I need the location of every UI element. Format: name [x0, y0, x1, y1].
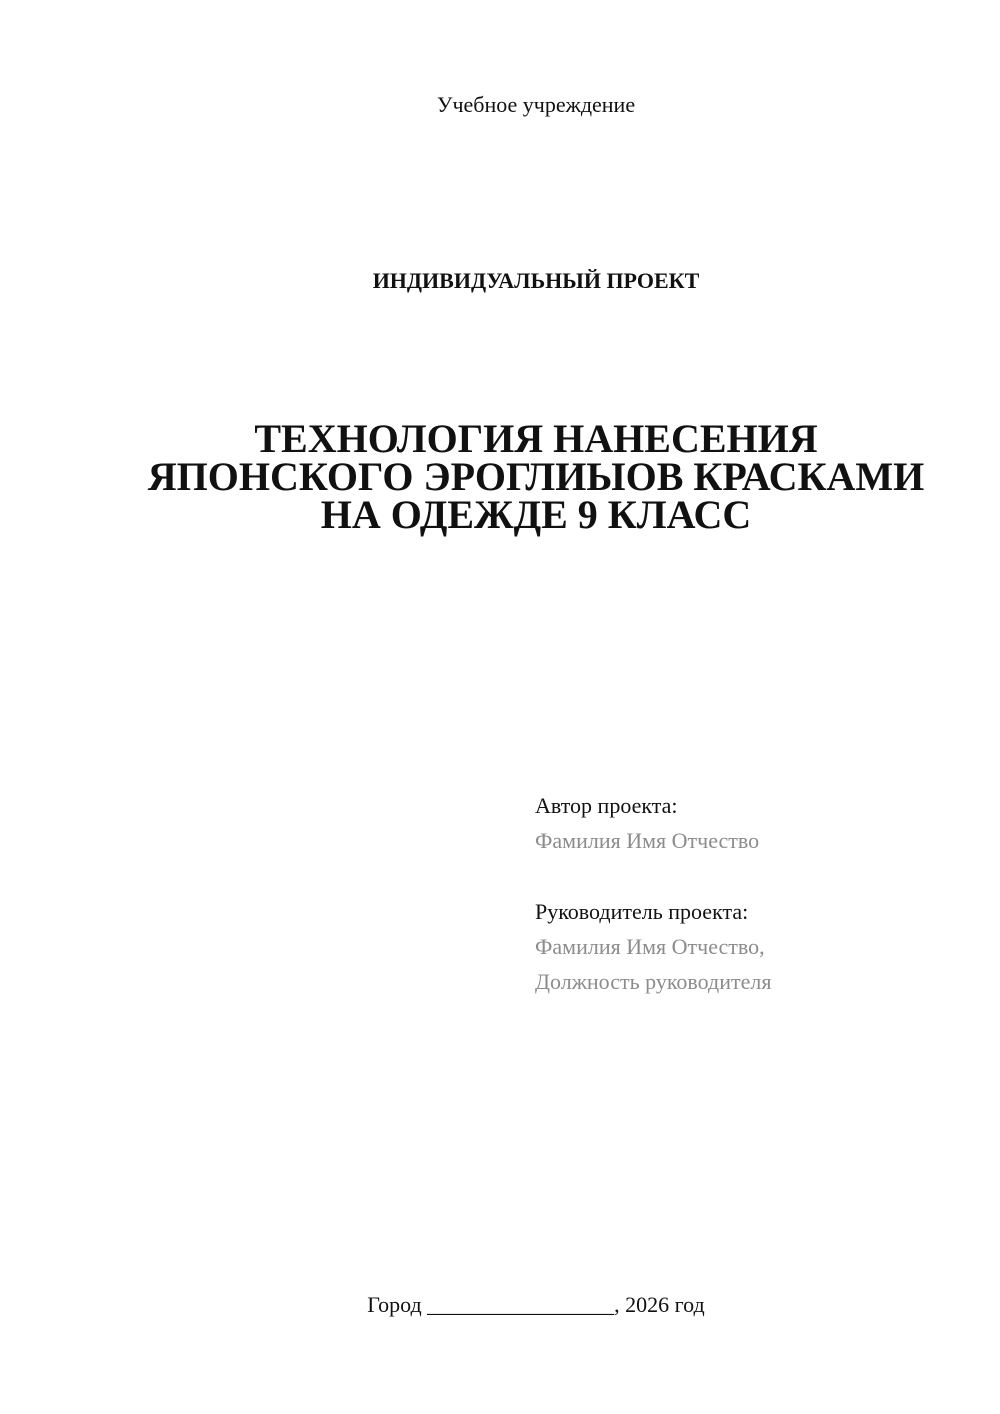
project-title-line: ТЕХНОЛОГИЯ НАНЕСЕНИЯ — [254, 416, 818, 461]
author-name: Фамилия Имя Отчество — [535, 828, 760, 853]
project-title — [0, 416, 1000, 537]
document-type: ИНДИВИДУАЛЬНЫЙ ПРОЕКТ — [372, 268, 700, 293]
supervisor-label: Руководитель проекта: — [535, 899, 749, 924]
supervisor-name: Фамилия Имя Отчество, — [535, 934, 765, 959]
supervisor-position: Должность руководителя — [535, 969, 772, 994]
institution-name: Учебное учреждение — [436, 92, 636, 117]
spacer — [535, 858, 975, 894]
project-title-line: НА ОДЕЖДЕ 9 КЛАСС — [320, 492, 752, 537]
author-label: Автор проекта: — [535, 793, 678, 818]
city-year-footer: Город _________________, 2026 год — [367, 1292, 705, 1317]
project-title-line: ЯПОНСКОГО ЭРОГЛИЫОВ КРАСКАМИ — [147, 454, 925, 499]
project-info-block — [535, 788, 975, 999]
